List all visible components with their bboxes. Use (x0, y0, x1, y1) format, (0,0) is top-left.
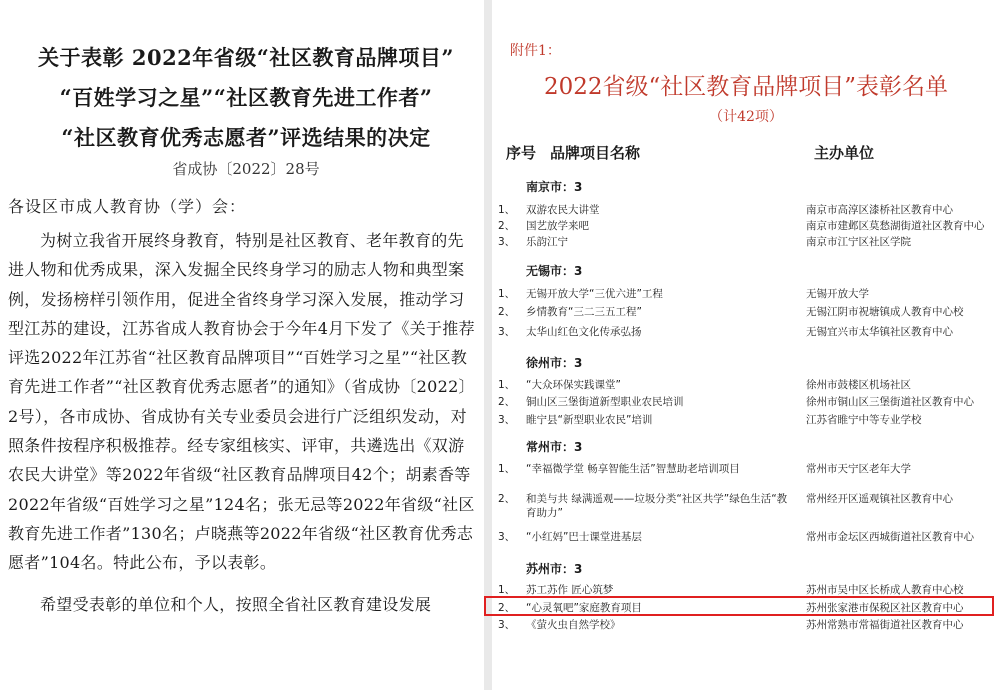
project-name: 太华山红色文化传承弘扬 (526, 326, 642, 338)
attachment-label: 附件1： (510, 43, 561, 59)
project-name: “大众环保实践课堂” (526, 379, 621, 391)
organizer-name: 常州经开区遥观镇社区教育中心 (806, 493, 953, 505)
organizer-name: 无锡江阴市祝塘镇成人教育中心校 (806, 306, 964, 318)
project-name: 乡情教育“三二三五工程” (526, 306, 642, 318)
body-paragraph-2: 希望受表彰的单位和个人，按照全省社区教育建设发展 (40, 594, 432, 614)
list-title: 2022省级“社区教育品牌项目”表彰名单 (543, 74, 949, 100)
city-heading: 徐州市：3 (526, 356, 583, 370)
row-index: 2、 (498, 306, 516, 318)
organizer-name: 常州市天宁区老年大学 (806, 463, 911, 475)
project-name: 双游农民大讲堂 (526, 204, 600, 216)
document-title-line-3: “社区教育优秀志愿者”评选结果的决定 (61, 125, 431, 150)
city-heading: 苏州市：3 (526, 562, 583, 576)
project-name: 《萤火虫自然学校》 (526, 619, 621, 631)
row-index: 3、 (498, 236, 516, 248)
row-index: 3、 (498, 414, 516, 426)
header-organizer: 主办单位 (814, 144, 875, 162)
document-title-line-1: 关于表彰 2022年省级“社区教育品牌项目” (38, 45, 454, 70)
project-name: 国艺放学来吧 (526, 220, 589, 232)
organizer-name: 无锡宜兴市太华镇社区教育中心 (806, 326, 953, 338)
project-name: “心灵氧吧”家庭教育项目 (526, 602, 642, 614)
organizer-name: 无锡开放大学 (806, 288, 869, 300)
project-name: 乐韵江宁 (526, 236, 568, 248)
row-index: 1、 (498, 463, 516, 475)
body-paragraph-1: 为树立我省开展终身教育，特别是社区教育、老年教育的先进人物和优秀成果，深入发掘全民终身学习的励志人物和典型案例，发扬榜样引领作用，促进全省终身学习深入发展，推动学习型江苏的建设，江苏省成人教育协会于今年4月下发了《关于推荐评选2022年江苏省“社区教育品牌项目”“百姓学习之星”“社区教育先进工作者”“社区教育优秀志愿者”的通知》（省成协〔2022〕2号），各市成协、省成协有关专业委员会进行广泛组织发动，对照条件按程序积极推荐。经专家组核实、评审，共遴选出《双游农民大讲堂》等2022年省级“社区教育品牌项目42个；胡素香等2022年省级“百姓学习之星”124名；张无忌等2022年省级“社区教育先进工作者”130名；卢晓燕等2022年省级“社区教育优秀志愿者”104名。特此公布，予以表彰。 (8, 231, 475, 573)
salutation: 各设区市成人教育协（学）会： (8, 197, 247, 216)
row-index: 3、 (498, 619, 516, 631)
highlight-box (484, 596, 994, 616)
project-name: 铜山区三堡街道新型职业农民培训 (526, 396, 684, 408)
project-name: 和美与共 绿满遥观——垃圾分类“社区共学”绿色生活“教育助力” (526, 493, 788, 519)
organizer-name: 苏州市吴中区长桥成人教育中心校 (806, 584, 964, 596)
row-index: 1、 (498, 584, 516, 596)
decision-document (0, 0, 492, 690)
row-index: 1、 (498, 379, 516, 391)
organizer-name: 苏州张家港市保税区社区教育中心 (806, 602, 964, 614)
organizer-name: 苏州常熟市常福街道社区教育中心 (806, 619, 964, 631)
row-index: 1、 (498, 288, 516, 300)
city-heading: 常州市：3 (526, 440, 583, 454)
row-index: 2、 (498, 396, 516, 408)
project-name: 无锡开放大学“三优六进”工程 (526, 288, 663, 300)
project-name: 苏工苏作 匠心筑梦 (526, 584, 614, 596)
organizer-name: 徐州市鼓楼区机场社区 (806, 379, 911, 391)
organizer-name: 南京市高淳区漆桥社区教育中心 (806, 204, 953, 216)
organizer-name: 江苏省睢宁中等专业学校 (806, 414, 922, 426)
city-heading: 南京市：3 (526, 180, 583, 194)
document-title-line-2: “百姓学习之星”“社区教育先进工作者” (59, 85, 433, 110)
organizer-name: 徐州市铜山区三堡街道社区教育中心 (806, 396, 974, 408)
city-heading: 无锡市：3 (526, 264, 583, 278)
row-index: 2、 (498, 493, 516, 505)
row-index: 2、 (498, 220, 516, 232)
row-index: 2、 (498, 602, 516, 614)
item-count: （计42项） (709, 109, 783, 125)
header-index: 序号 (506, 144, 537, 162)
project-name: 睢宁县“新型职业农民”培训 (526, 414, 653, 426)
award-list-attachment (492, 0, 1000, 690)
header-project-name: 品牌项目名称 (550, 144, 641, 162)
document-number: 省成协〔2022〕28号 (172, 160, 320, 178)
organizer-name: 南京市江宁区社区学院 (806, 236, 911, 248)
row-index: 1、 (498, 204, 516, 216)
row-index: 3、 (498, 531, 516, 543)
document-body (8, 226, 478, 619)
organizer-name: 南京市建邺区莫愁湖街道社区教育中心 (806, 220, 985, 232)
project-name: “小红妈”巴士课堂进基层 (526, 531, 642, 543)
project-name: “幸福微学堂 畅享智能生活”智慧助老培训项目 (526, 463, 740, 475)
organizer-name: 常州市金坛区西城街道社区教育中心 (806, 531, 974, 543)
row-index: 3、 (498, 326, 516, 338)
